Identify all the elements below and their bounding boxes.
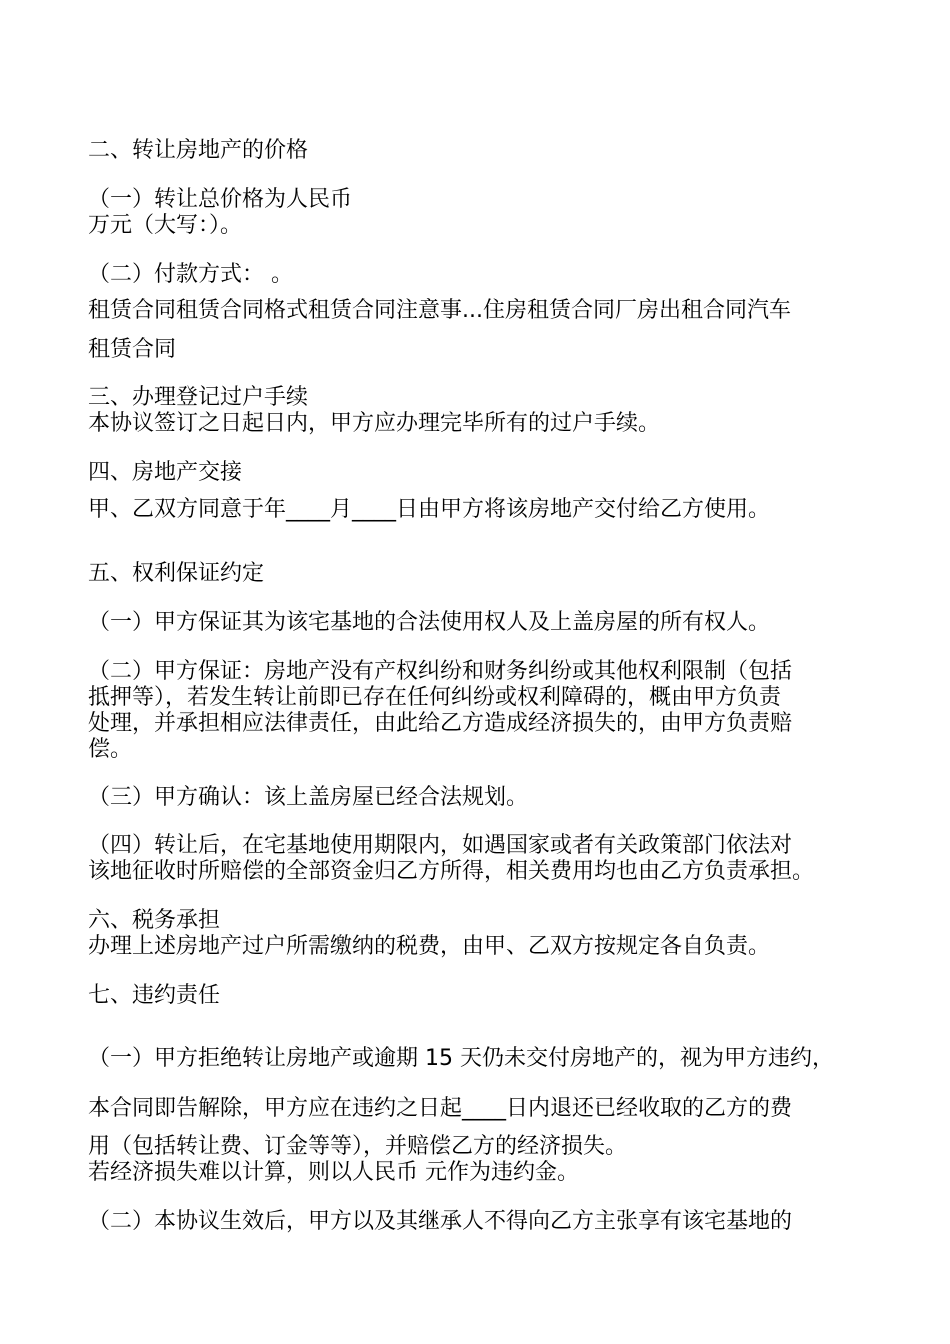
paragraph-line: 万元（大写：）。 (88, 213, 243, 238)
paragraph-line: 办理上述房地产过户所需缴纳的税费，由甲、乙双方按规定各自负责。 (88, 934, 771, 959)
paragraph-line: （二）本协议生效后，甲方以及其继承人不得向乙方主张享有该宅基地的 (88, 1209, 793, 1234)
paragraph-line: （二）付款方式： 。 (88, 262, 293, 287)
section-heading-registration: 三、办理登记过户手续 (88, 385, 309, 410)
paragraph-line: （一）转让总价格为人民币 (88, 187, 353, 212)
paragraph-line: （四）转让后，在宅基地使用期限内，如遇国家或者有关政策部门依法对 (88, 833, 793, 858)
paragraph-line: 偿。 (88, 737, 133, 762)
paragraph-line: 本协议签订之日起日内，甲方应办理完毕所有的过户手续。 (88, 411, 661, 436)
paragraph-line: 甲、乙双方同意于年____月____日由甲方将该房地产交付给乙方使用。 (88, 497, 771, 522)
paragraph-line: 租赁合同 (88, 337, 177, 362)
paragraph-line: 租赁合同租赁合同格式租赁合同注意事...住房租赁合同厂房出租合同汽车 (88, 298, 791, 323)
paragraph-line: （一）甲方拒绝转让房地产或逾期 15 天仍未交付房地产的，视为甲方违约， (88, 1046, 834, 1071)
paragraph-line: （三）甲方确认：该上盖房屋已经合法规划。 (88, 785, 529, 810)
paragraph-line: （一）甲方保证其为该宅基地的合法使用权人及上盖房屋的所有权人。 (88, 610, 771, 635)
section-heading-price: 二、转让房地产的价格 (88, 138, 309, 163)
paragraph-line: 该地征收时所赔偿的全部资金归乙方所得，相关费用均也由乙方负责承担。 (88, 859, 815, 884)
paragraph-line: （二）甲方保证：房地产没有产权纠纷和财务纠纷或其他权利限制（包括 (88, 659, 793, 684)
paragraph-line: 抵押等），若发生转让前即已存在任何纠纷或权利障碍的，概由甲方负责 (88, 685, 782, 710)
paragraph-line: 处理，并承担相应法律责任，由此给乙方造成经济损失的，由甲方负责赔 (88, 711, 793, 736)
section-heading-liability: 七、违约责任 (88, 983, 221, 1008)
paragraph-line: 本合同即告解除，甲方应在违约之日起____日内退还已经收取的乙方的费 (88, 1096, 793, 1121)
paragraph-line: 用（包括转让费、订金等等），并赔偿乙方的经济损失。 (88, 1134, 628, 1159)
paragraph-line: 若经济损失难以计算，则以人民币 元作为违约金。 (88, 1160, 579, 1185)
section-heading-rights: 五、权利保证约定 (88, 561, 265, 586)
section-heading-handover: 四、房地产交接 (88, 460, 243, 485)
section-heading-tax: 六、税务承担 (88, 908, 221, 933)
